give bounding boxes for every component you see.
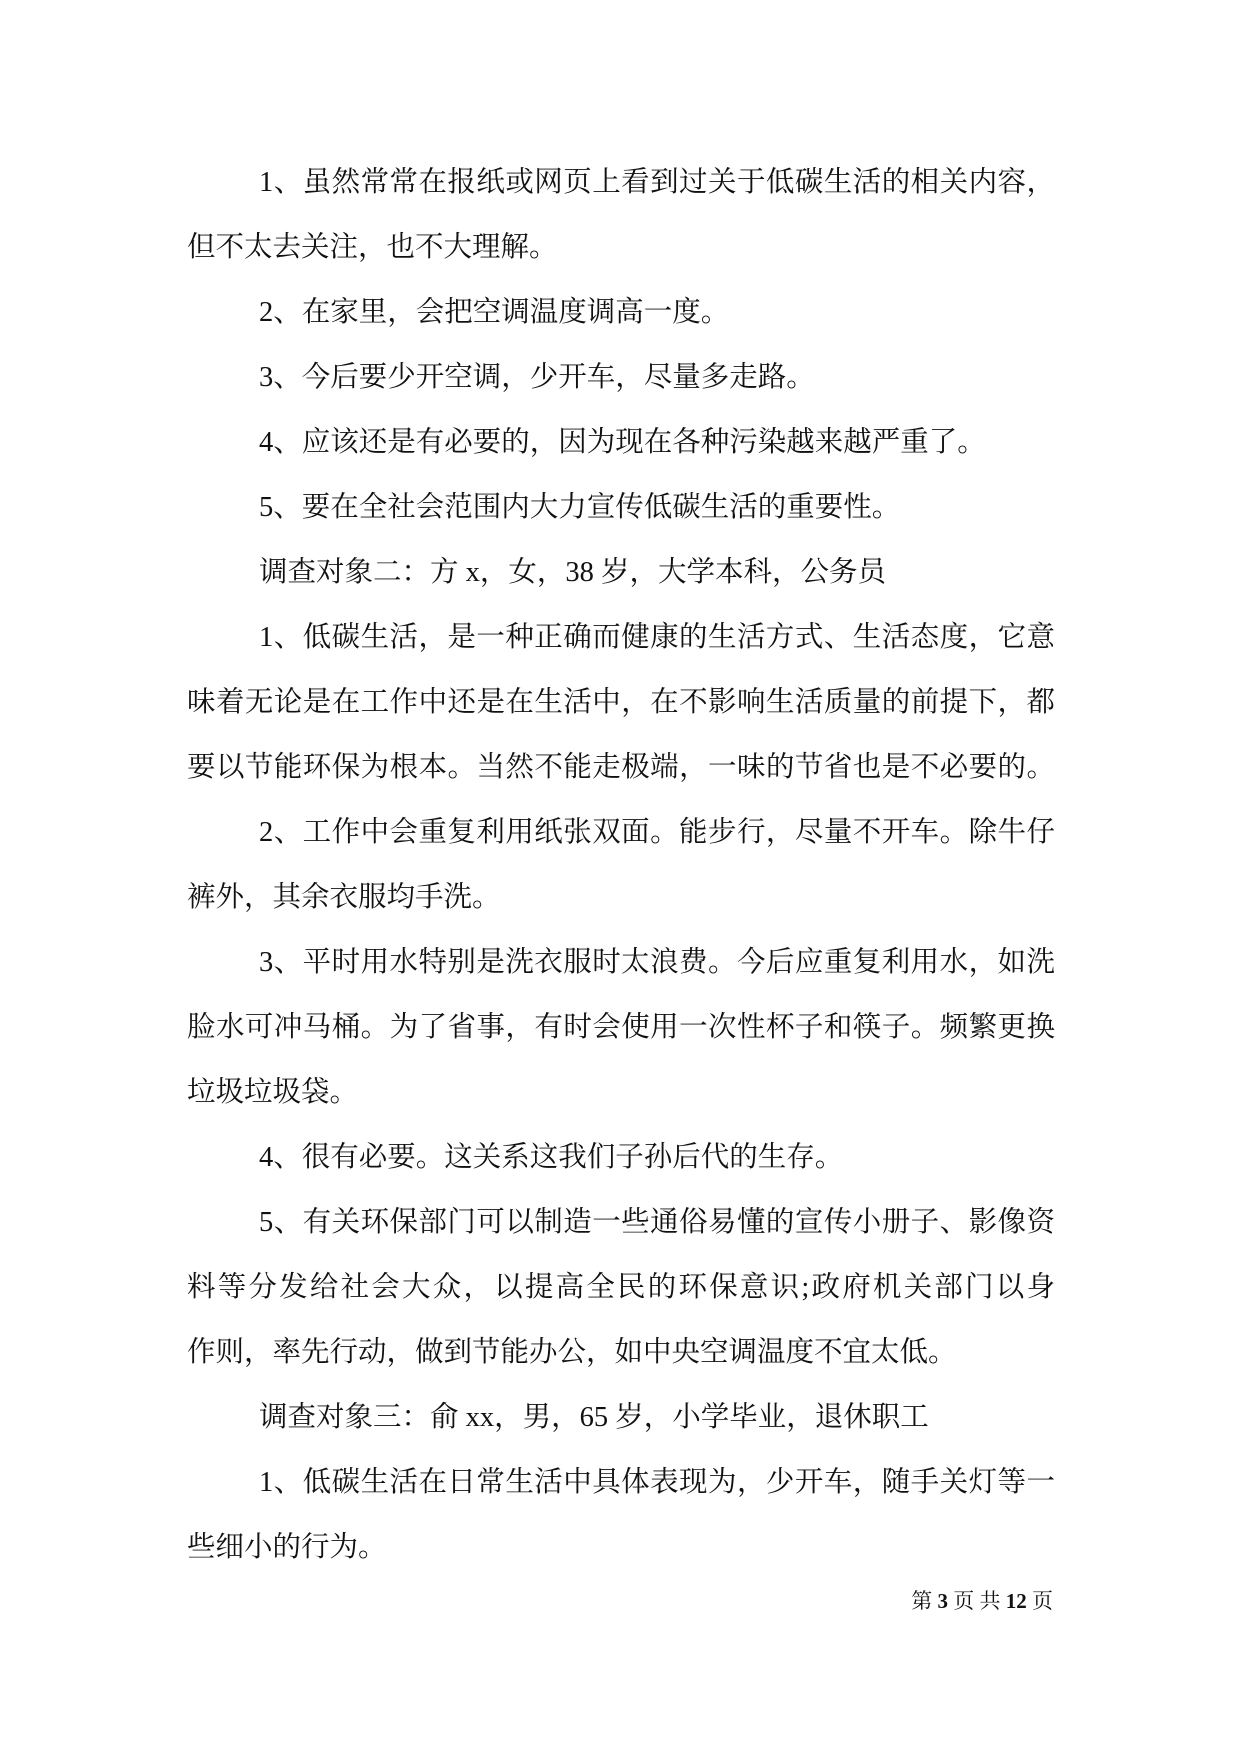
paragraph-line: 垃圾垃圾袋。 xyxy=(187,1077,359,1108)
paragraph-line: 4、应该还是有必要的，因为现在各种污染越来越严重了。 xyxy=(259,427,986,458)
current-page-number: 3 xyxy=(937,1589,948,1613)
paragraph-line: 2、工作中会重复利用纸张双面。能步行，尽量不开车。除牛仔 xyxy=(259,817,1055,848)
paragraph xyxy=(187,1125,1055,1190)
document-body xyxy=(187,150,1055,1580)
paragraph-line: 调查对象二：方 x，女，38 岁，大学本科，公务员 xyxy=(259,557,887,588)
paragraph xyxy=(187,1190,1055,1385)
paragraph-line: 5、有关环保部门可以制造一些通俗易懂的宣传小册子、影像资 xyxy=(259,1207,1055,1238)
page-number-footer xyxy=(911,1588,1053,1614)
paragraph-line: 裤外，其余衣服均手洗。 xyxy=(187,882,501,913)
footer-prefix: 第 xyxy=(911,1589,933,1613)
paragraph xyxy=(187,280,1055,345)
survey-subject-heading xyxy=(187,1385,1055,1450)
footer-middle: 页 共 xyxy=(953,1589,1001,1613)
paragraph-line: 但不太去关注，也不大理解。 xyxy=(187,232,558,263)
paragraph-line: 3、今后要少开空调，少开车，尽量多走路。 xyxy=(259,362,815,393)
paragraph-line: 味着无论是在工作中还是在生活中，在不影响生活质量的前提下，都 xyxy=(187,687,1055,718)
paragraph xyxy=(187,345,1055,410)
paragraph xyxy=(187,605,1055,800)
footer-suffix: 页 xyxy=(1032,1589,1053,1613)
paragraph-line: 5、要在全社会范围内大力宣传低碳生活的重要性。 xyxy=(259,492,901,523)
paragraph-line: 2、在家里，会把空调温度调高一度。 xyxy=(259,297,730,328)
paragraph-line: 料等分发给社会大众，以提高全民的环保意识;政府机关部门以身 xyxy=(187,1272,1055,1303)
paragraph-line: 4、很有必要。这关系这我们子孙后代的生存。 xyxy=(259,1142,844,1173)
paragraph-line: 作则，率先行动，做到节能办公，如中央空调温度不宜太低。 xyxy=(187,1337,957,1368)
paragraph xyxy=(187,150,1055,280)
paragraph xyxy=(187,475,1055,540)
paragraph-line: 些细小的行为。 xyxy=(187,1532,387,1563)
survey-subject-heading xyxy=(187,540,1055,605)
total-pages-number: 12 xyxy=(1005,1589,1027,1613)
paragraph-line: 3、平时用水特别是洗衣服时太浪费。今后应重复利用水，如洗 xyxy=(259,947,1055,978)
paragraph xyxy=(187,410,1055,475)
paragraph-line: 调查对象三：俞 xx，男，65 岁，小学毕业，退休职工 xyxy=(259,1402,929,1433)
paragraph-line: 1、低碳生活在日常生活中具体表现为，少开车，随手关灯等一 xyxy=(259,1467,1055,1498)
paragraph xyxy=(187,930,1055,1125)
paragraph-line: 1、低碳生活，是一种正确而健康的生活方式、生活态度，它意 xyxy=(259,622,1055,653)
paragraph-line: 脸水可冲马桶。为了省事，有时会使用一次性杯子和筷子。频繁更换 xyxy=(187,1012,1055,1043)
paragraph xyxy=(187,1450,1055,1580)
paragraph-line: 1、虽然常常在报纸或网页上看到过关于低碳生活的相关内容， xyxy=(259,167,1055,198)
paragraph xyxy=(187,800,1055,930)
paragraph-line: 要以节能环保为根本。当然不能走极端，一味的节省也是不必要的。 xyxy=(187,752,1055,783)
